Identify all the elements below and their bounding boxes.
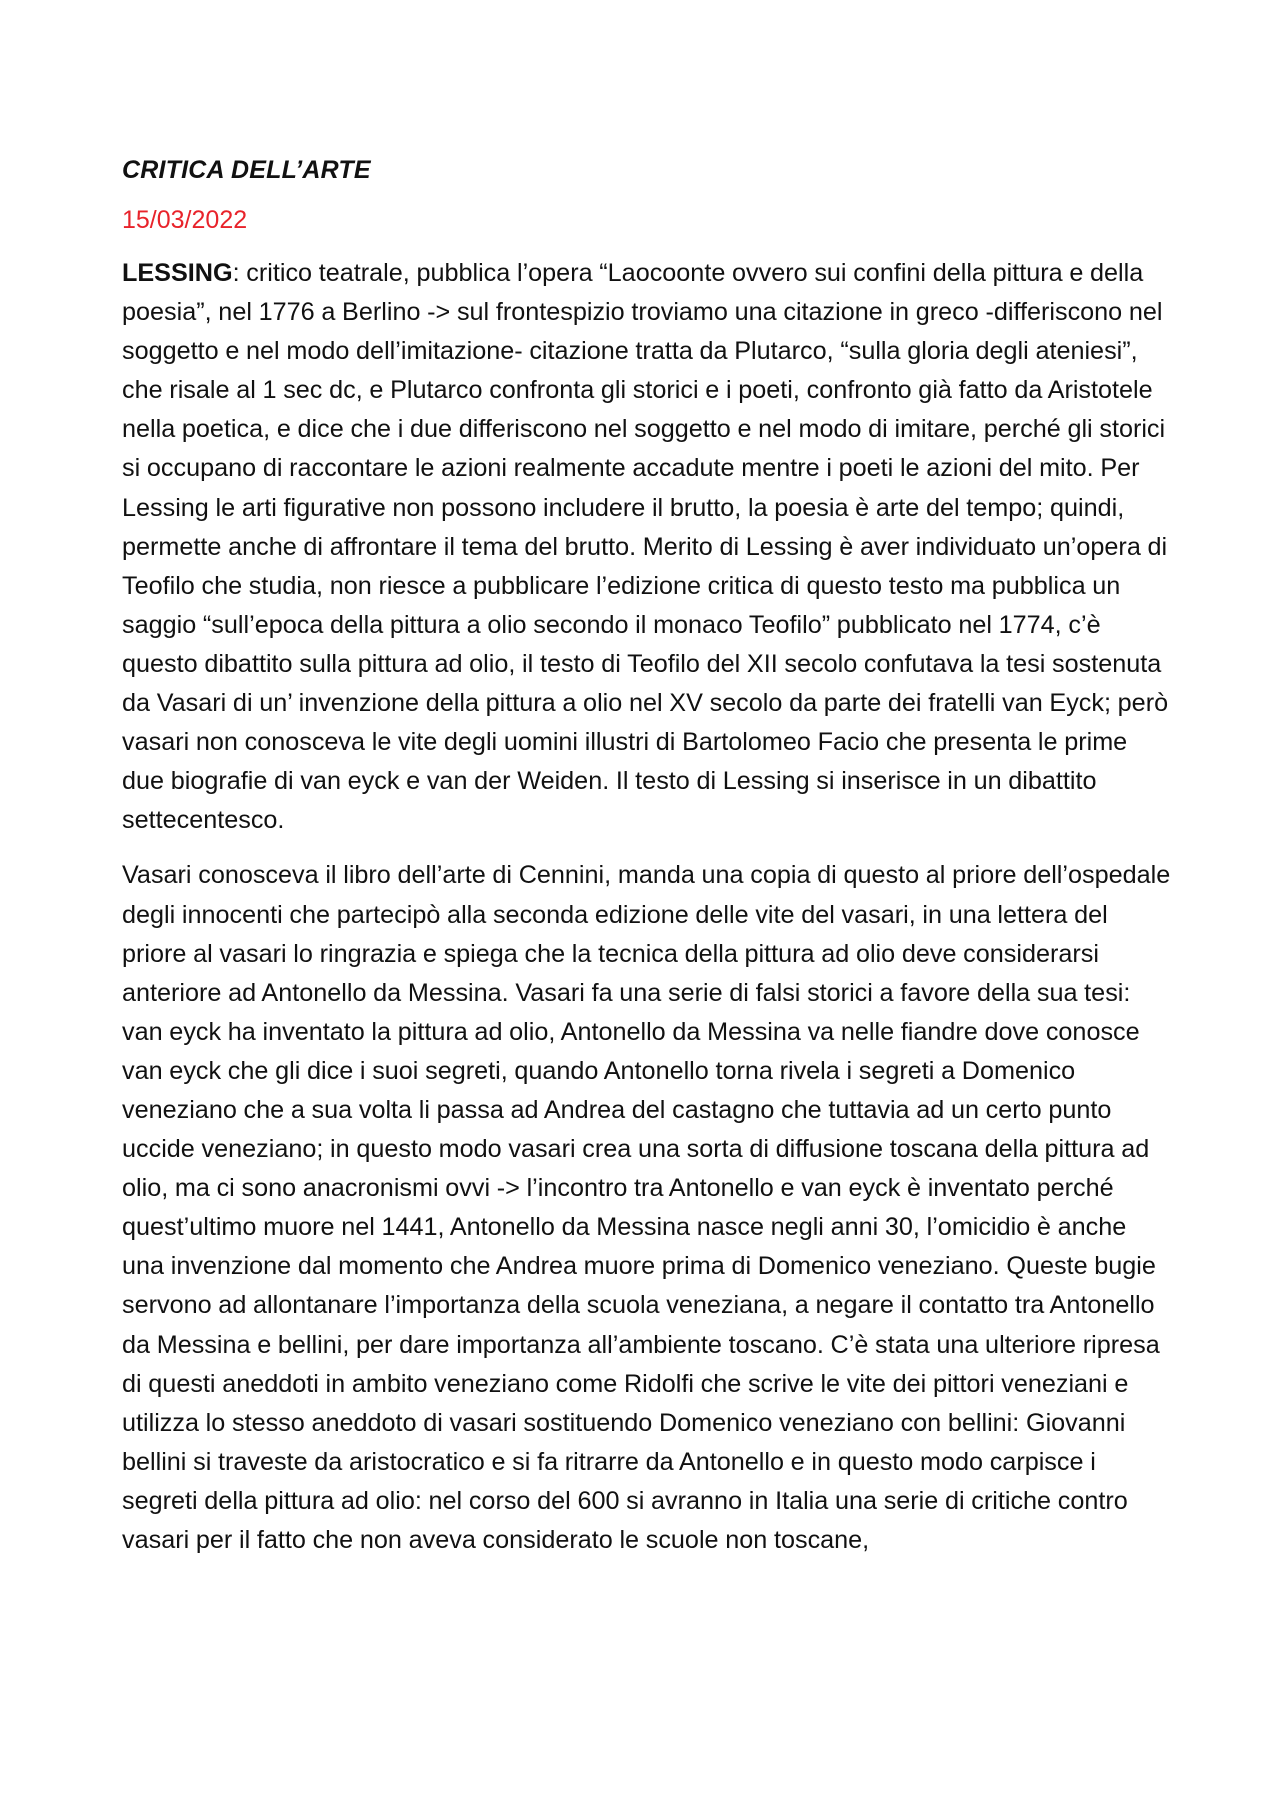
- paragraph-vasari: [122, 856, 1172, 1560]
- paragraph-lead-lessing: LESSING: [122, 259, 233, 287]
- paragraph-text-vasari: Vasari conosceva il libro dell’arte di Cennini, manda una copia di questo al priore dell’ospedale degli innocenti che partecipò alla seconda edizione delle vite del vasari, in una lettera del priore al vasari lo ringrazia e spiega che la tecnica della pittura ad olio deve considerarsi anteriore ad Antonello da Messina. Vasari fa una serie di falsi storici a favore della sua tesi: van eyck ha inventato la pittura ad olio, Antonello da Messina va nelle fiandre dove conosce van eyck che gli dice i suoi segreti, quando Antonello torna rivela i segreti a Domenico veneziano che a sua volta li passa ad Andrea del castagno che tuttavia ad un certo punto uccide veneziano; in questo modo vasari crea una sorta di diffusione toscana della pittura ad olio, ma ci sono anacronismi ovvi -> l’incontro tra Antonello e van eyck è inventato perché quest’ultimo muore nel 1441, Antonello da Messina nasce negli anni 30, l’omicidio è anche una invenzione dal momento che Andrea muore prima di Domenico veneziano. Queste bugie servono ad allontanare l’importanza della scuola veneziana, a negare il contatto tra Antonello da Messina e bellini, per dare importanza all’ambiente toscano. C’è stata una ulteriore ripresa di questi aneddoti in ambito veneziano come Ridolfi che scrive le vite dei pittori veneziani e utilizza lo stesso aneddoto di vasari sostituendo Domenico veneziano con bellini: Giovanni bellini si traveste da aristocratico e si fa ritrarre da Antonello e in questo modo carpisce i segreti della pittura ad olio: nel corso del 600 si avranno in Italia una serie di critiche contro vasari per il fatto che non aveva considerato le scuole non toscane,: [122, 861, 1171, 1554]
- document-page: [122, 150, 1172, 1576]
- document-title: CRITICA DELL’ARTE: [122, 156, 371, 184]
- paragraph-text-lessing: : critico teatrale, pubblica l’opera “Laocoonte ovvero sui confini della pittura e della poesia”, nel 1776 a Berlino -> sul frontespizio troviamo una citazione in greco -differiscono nel soggetto e nel modo dell’imitazione- citazione tratta da Plutarco, “sulla gloria degli ateniesi”, che risale al 1 sec dc, e Plutarco confronta gli storici e i poeti, confronto già fatto da Aristotele nella poetica, e dice che i due differiscono nel soggetto e nel modo di imitare, perché gli storici si occupano di raccontare le azioni realmente accadute mentre i poeti le azioni del mito. Per Lessing le arti figurative non possono includere il brutto, la poesia è arte del tempo; quindi, permette anche di affrontare il tema del brutto. Merito di Lessing è aver individuato un’opera di Teofilo che studia, non riesce a pubblicare l’edizione critica di questo testo ma pubblica un saggio “sull’epoca della pittura a olio secondo il monaco Teofilo” pubblicato nel 1774, c’è questo dibattito sulla pittura ad olio, il testo di Teofilo del XII secolo confutava la tesi sostenuta da Vasari di un’ invenzione della pittura a olio nel XV secolo da parte dei fratelli van Eyck; però vasari non conosceva le vite degli uomini illustri di Bartolomeo Facio che presenta le prime due biografie di van eyck e van der Weiden. Il testo di Lessing si inserisce in un dibattito settecentesco.: [122, 259, 1169, 835]
- document-date: 15/03/2022: [122, 206, 248, 234]
- paragraph-lessing: [122, 254, 1172, 840]
